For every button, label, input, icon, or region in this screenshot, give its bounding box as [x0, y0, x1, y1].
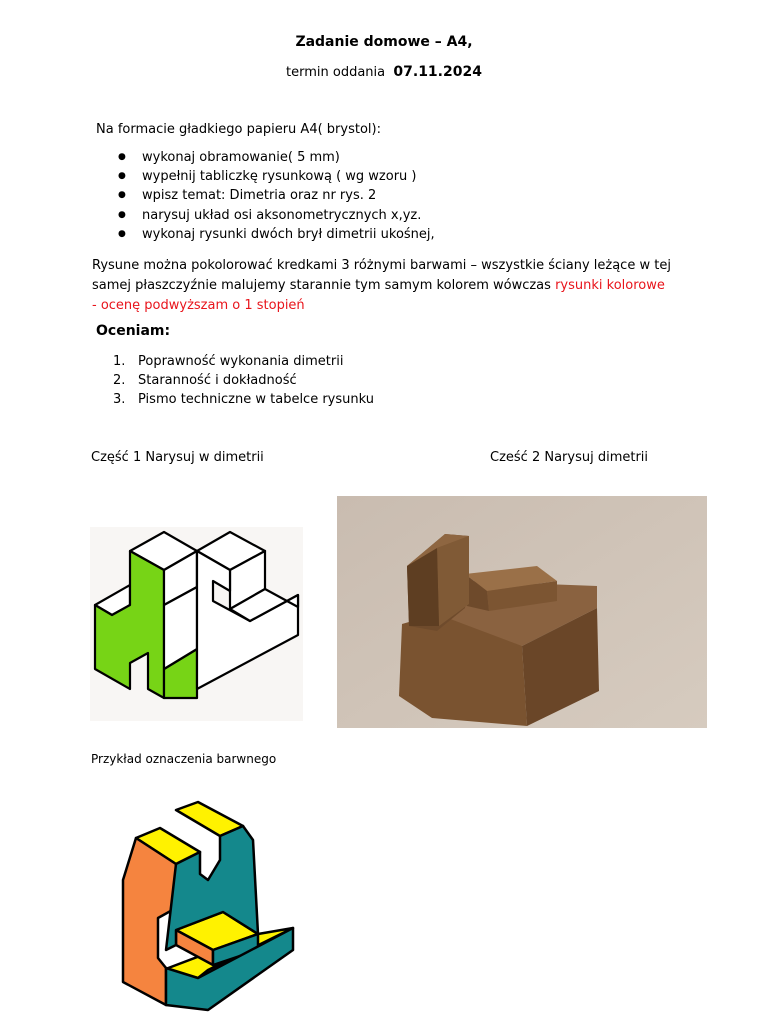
grading-heading: Oceniam:: [96, 323, 171, 339]
dimetric-drawing-1-svg: [90, 527, 303, 721]
colored-example-svg: [118, 800, 298, 1018]
list-item: ● wpisz temat: Dimetria oraz nr rys. 2: [118, 186, 435, 205]
list-item: ● wykonaj obramowanie( 5 mm): [118, 148, 435, 167]
wooden-block-photo-svg: [337, 496, 707, 728]
grading-list: [113, 352, 374, 410]
item-number: 3.: [113, 392, 126, 408]
task-list: [118, 148, 435, 244]
intro-text: Na formacie gładkiego papieru A4( brystol):: [96, 122, 381, 137]
colored-example-drawing: [118, 800, 298, 1018]
deadline: [0, 64, 768, 80]
list-item: [113, 352, 374, 371]
page-title: Zadanie domowe – A4,: [295, 34, 473, 50]
list-item: [113, 390, 374, 409]
green-face: [95, 551, 164, 698]
coloring-paragraph: [92, 256, 672, 316]
list-item: ● wypełnij tabliczkę rysunkową ( wg wzoru ): [118, 167, 435, 186]
item-text: Pismo techniczne w tabelce rysunku: [138, 392, 374, 408]
deadline-label: termin oddania: [286, 65, 386, 80]
list-item: ● narysuj układ osi aksonometrycznych x,yz.: [118, 206, 435, 225]
paragraph-highlight: rysunki kolorowe - ocenę podwyższam o 1 stopień: [92, 278, 665, 313]
item-number: 1.: [113, 354, 126, 369]
item-text: Poprawność wykonania dimetrii: [138, 354, 344, 369]
item-text: Staranność i dokładność: [138, 373, 297, 389]
deadline-date: 07.11.2024: [393, 64, 482, 80]
list-item: [113, 371, 374, 390]
dimetric-drawing-1: [90, 527, 303, 721]
item-number: 2.: [113, 373, 126, 389]
part1-label: Część 1 Narysuj w dimetrii: [91, 450, 264, 465]
paragraph-text: Rysune można pokolorować kredkami 3 różnymi barwami – wszystkie ściany leżące w tej samej płaszczyźnie malujemy starannie tym samym kolorem wówczas: [92, 258, 671, 293]
wooden-block-photo: [337, 496, 707, 728]
list-item: ● wykonaj rysunki dwóch brył dimetrii ukośnej,: [118, 225, 435, 244]
part2-label: Cześć 2 Narysuj dimetrii: [490, 450, 649, 465]
example-caption: Przykład oznaczenia barwnego: [91, 752, 277, 766]
